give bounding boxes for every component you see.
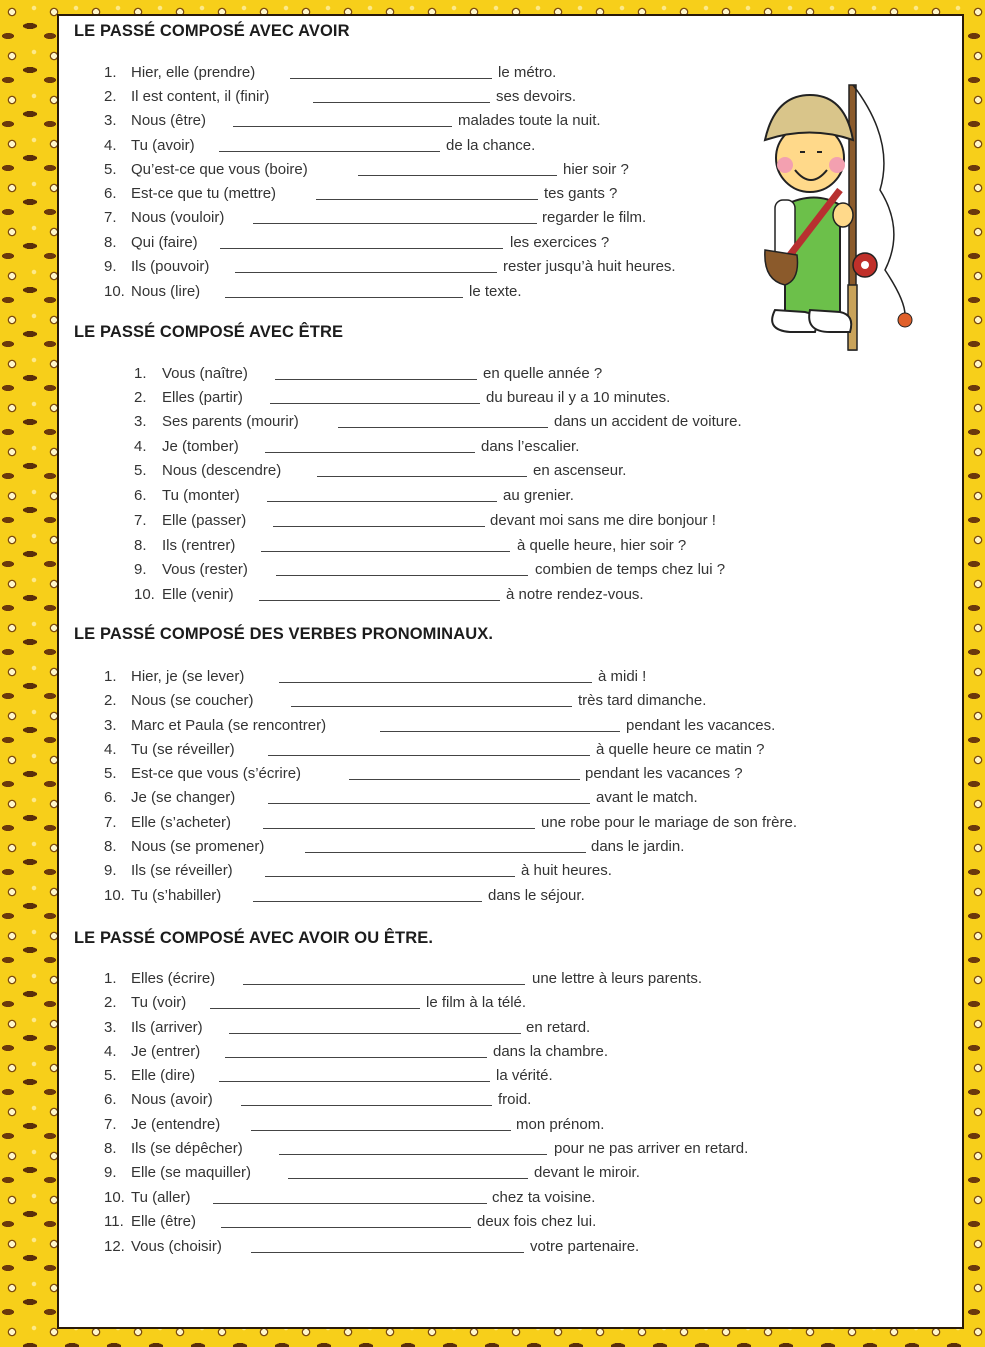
item-prompt: Elles (écrire) [131, 970, 216, 987]
item-prompt: Elles (partir) [162, 389, 243, 406]
item-prompt: Il est content, il (finir) [131, 88, 270, 105]
item-continuation: à notre rendez-vous. [506, 586, 644, 603]
item-prompt: Nous (être) [131, 112, 207, 129]
item-number: 6. [104, 185, 117, 202]
answer-blank[interactable] [251, 1130, 511, 1131]
item-continuation: ses devoirs. [496, 88, 577, 105]
answer-blank[interactable] [253, 223, 537, 224]
item-prompt: Ils (se réveiller) [131, 862, 233, 879]
item-number: 9. [134, 561, 147, 578]
answer-blank[interactable] [267, 501, 497, 502]
item-prompt: Hier, je (se lever) [131, 668, 245, 685]
item-prompt: Tu (avoir) [131, 137, 195, 154]
item-prompt: Nous (se promener) [131, 838, 265, 855]
answer-blank[interactable] [221, 1227, 471, 1228]
item-continuation: froid. [498, 1091, 532, 1108]
item-prompt: Est-ce que vous (s’écrire) [131, 765, 302, 782]
answer-blank[interactable] [275, 379, 477, 380]
item-number: 4. [134, 438, 147, 455]
item-prompt: Qu’est-ce que vous (boire) [131, 161, 308, 178]
item-continuation: une lettre à leurs parents. [532, 970, 703, 987]
item-number: 1. [104, 64, 117, 81]
item-continuation: dans la chambre. [493, 1043, 609, 1060]
item-continuation: les exercices ? [510, 234, 610, 251]
item-prompt: Tu (monter) [162, 487, 240, 504]
answer-blank[interactable] [251, 1252, 524, 1253]
section-title: LE PASSÉ COMPOSÉ AVEC AVOIR OU ÊTRE. [74, 929, 434, 947]
item-prompt: Elle (dire) [131, 1067, 196, 1084]
answer-blank[interactable] [305, 852, 586, 853]
item-number: 4. [104, 741, 117, 758]
section-title: LE PASSÉ COMPOSÉ DES VERBES PRONOMINAUX. [74, 625, 494, 643]
item-continuation: tes gants ? [544, 185, 618, 202]
fishing-rod-icon [848, 85, 912, 350]
item-number: 3. [104, 1019, 117, 1036]
item-number: 7. [134, 512, 147, 529]
item-continuation: en quelle année ? [483, 365, 603, 382]
item-prompt: Je (tomber) [162, 438, 239, 455]
item-number: 10. [134, 586, 155, 603]
item-prompt: Tu (s’habiller) [131, 887, 222, 904]
item-continuation: pendant les vacances. [626, 717, 776, 734]
item-number: 5. [134, 462, 147, 479]
answer-blank[interactable] [261, 551, 510, 552]
answer-blank[interactable] [220, 248, 503, 249]
item-number: 6. [134, 487, 147, 504]
item-number: 8. [134, 537, 147, 554]
item-continuation: le texte. [469, 283, 522, 300]
item-number: 1. [134, 365, 147, 382]
item-continuation: deux fois chez lui. [477, 1213, 597, 1230]
item-prompt: Qui (faire) [131, 234, 198, 251]
item-prompt: Elle (être) [131, 1213, 197, 1230]
item-continuation: dans le jardin. [591, 838, 685, 855]
item-continuation: très tard dimanche. [578, 692, 707, 709]
boy-icon [765, 95, 853, 332]
item-prompt: Ils (arriver) [131, 1019, 203, 1036]
item-number: 9. [104, 258, 117, 275]
answer-blank[interactable] [276, 575, 528, 576]
item-continuation: hier soir ? [563, 161, 629, 178]
item-continuation: une robe pour le mariage de son frère. [541, 814, 797, 831]
answer-blank[interactable] [380, 731, 620, 732]
item-continuation: dans le séjour. [488, 887, 585, 904]
section-title: LE PASSÉ COMPOSÉ AVEC AVOIR [74, 22, 350, 40]
item-prompt: Elle (se maquiller) [131, 1164, 252, 1181]
item-prompt: Ils (se dépêcher) [131, 1140, 243, 1157]
answer-blank[interactable] [268, 755, 590, 756]
item-continuation: dans l’escalier. [481, 438, 580, 455]
item-continuation: à midi ! [598, 668, 647, 685]
answer-blank[interactable] [317, 476, 527, 477]
answer-blank[interactable] [229, 1033, 521, 1034]
boy-fishing-illustration [745, 80, 930, 360]
item-number: 2. [134, 389, 147, 406]
item-prompt: Hier, elle (prendre) [131, 64, 256, 81]
answer-blank[interactable] [268, 803, 590, 804]
answer-blank[interactable] [265, 876, 515, 877]
item-prompt: Nous (avoir) [131, 1091, 213, 1108]
answer-blank[interactable] [291, 706, 572, 707]
answer-blank[interactable] [241, 1105, 492, 1106]
item-continuation: à quelle heure, hier soir ? [517, 537, 687, 554]
item-prompt: Je (entrer) [131, 1043, 201, 1060]
item-prompt: Elle (s’acheter) [131, 814, 232, 831]
item-prompt: Est-ce que tu (mettre) [131, 185, 277, 202]
item-continuation: malades toute la nuit. [458, 112, 601, 129]
item-number: 2. [104, 88, 117, 105]
item-prompt: Nous (lire) [131, 283, 201, 300]
item-number: 5. [104, 161, 117, 178]
item-continuation: devant le miroir. [534, 1164, 640, 1181]
item-number: 3. [104, 717, 117, 734]
item-number: 1. [104, 970, 117, 987]
item-number: 5. [104, 765, 117, 782]
answer-blank[interactable] [225, 1057, 487, 1058]
item-number: 4. [104, 1043, 117, 1060]
answer-blank[interactable] [270, 403, 480, 404]
item-prompt: Vous (choisir) [131, 1238, 222, 1255]
item-continuation: chez ta voisine. [492, 1189, 596, 1206]
item-prompt: Vous (naître) [162, 365, 248, 382]
answer-blank[interactable] [338, 427, 548, 428]
item-prompt: Tu (se réveiller) [131, 741, 235, 758]
item-continuation: dans un accident de voiture. [554, 413, 742, 430]
item-number: 3. [134, 413, 147, 430]
item-continuation: regarder le film. [542, 209, 647, 226]
item-prompt: Je (entendre) [131, 1116, 221, 1133]
answer-blank[interactable] [288, 1178, 528, 1179]
answer-blank[interactable] [265, 452, 475, 453]
item-continuation: la vérité. [496, 1067, 553, 1084]
item-number: 6. [104, 1091, 117, 1108]
answer-blank[interactable] [279, 682, 592, 683]
answer-blank[interactable] [259, 600, 500, 601]
item-number: 10. [104, 283, 125, 300]
item-continuation: au grenier. [503, 487, 574, 504]
item-number: 11. [104, 1213, 124, 1230]
answer-blank[interactable] [313, 102, 490, 103]
item-continuation: avant le match. [596, 789, 698, 806]
item-continuation: devant moi sans me dire bonjour ! [490, 512, 716, 529]
answer-blank[interactable] [243, 984, 525, 985]
answer-blank[interactable] [263, 828, 535, 829]
item-prompt: Marc et Paula (se rencontrer) [131, 717, 327, 734]
item-continuation: combien de temps chez lui ? [535, 561, 726, 578]
answer-blank[interactable] [213, 1203, 487, 1204]
answer-blank[interactable] [316, 199, 538, 200]
item-prompt: Je (se changer) [131, 789, 236, 806]
item-continuation: le film à la télé. [426, 994, 527, 1011]
item-number: 6. [104, 789, 117, 806]
section-title: LE PASSÉ COMPOSÉ AVEC ÊTRE [74, 323, 344, 341]
item-continuation: mon prénom. [516, 1116, 605, 1133]
item-number: 2. [104, 994, 117, 1011]
item-number: 5. [104, 1067, 117, 1084]
item-number: 3. [104, 112, 117, 129]
answer-blank[interactable] [225, 297, 463, 298]
item-continuation: votre partenaire. [530, 1238, 640, 1255]
item-continuation: à huit heures. [521, 862, 612, 879]
item-prompt: Nous (se coucher) [131, 692, 254, 709]
item-continuation: le métro. [498, 64, 557, 81]
item-number: 2. [104, 692, 117, 709]
item-continuation: en ascenseur. [533, 462, 627, 479]
item-continuation: du bureau il y a 10 minutes. [486, 389, 671, 406]
item-prompt: Tu (aller) [131, 1189, 191, 1206]
item-prompt: Nous (descendre) [162, 462, 282, 479]
answer-blank[interactable] [349, 779, 580, 780]
item-number: 7. [104, 1116, 117, 1133]
item-number: 4. [104, 137, 117, 154]
answer-blank[interactable] [253, 901, 482, 902]
item-number: 9. [104, 862, 117, 879]
answer-blank[interactable] [358, 175, 557, 176]
item-number: 10. [104, 887, 125, 904]
item-number: 8. [104, 234, 117, 251]
item-number: 1. [104, 668, 117, 685]
item-continuation: en retard. [526, 1019, 591, 1036]
item-prompt: Nous (vouloir) [131, 209, 225, 226]
answer-blank[interactable] [273, 526, 485, 527]
item-continuation: à quelle heure ce matin ? [596, 741, 765, 758]
item-prompt: Elle (venir) [162, 586, 234, 603]
answer-blank[interactable] [233, 126, 452, 127]
item-prompt: Ils (pouvoir) [131, 258, 210, 275]
item-prompt: Tu (voir) [131, 994, 187, 1011]
item-continuation: pour ne pas arriver en retard. [554, 1140, 749, 1157]
item-number: 9. [104, 1164, 117, 1181]
item-number: 12. [104, 1238, 125, 1255]
item-continuation: rester jusqu’à huit heures. [503, 258, 676, 275]
item-prompt: Ils (rentrer) [162, 537, 236, 554]
item-number: 8. [104, 1140, 117, 1157]
item-number: 7. [104, 814, 117, 831]
answer-blank[interactable] [219, 151, 440, 152]
item-number: 7. [104, 209, 117, 226]
item-prompt: Elle (passer) [162, 512, 247, 529]
item-prompt: Vous (rester) [162, 561, 248, 578]
item-number: 8. [104, 838, 117, 855]
item-prompt: Ses parents (mourir) [162, 413, 299, 430]
answer-blank[interactable] [219, 1081, 490, 1082]
answer-blank[interactable] [210, 1008, 420, 1009]
item-number: 10. [104, 1189, 125, 1206]
answer-blank[interactable] [290, 78, 492, 79]
item-continuation: pendant les vacances ? [585, 765, 743, 782]
item-continuation: de la chance. [446, 137, 536, 154]
answer-blank[interactable] [279, 1154, 547, 1155]
answer-blank[interactable] [235, 272, 497, 273]
